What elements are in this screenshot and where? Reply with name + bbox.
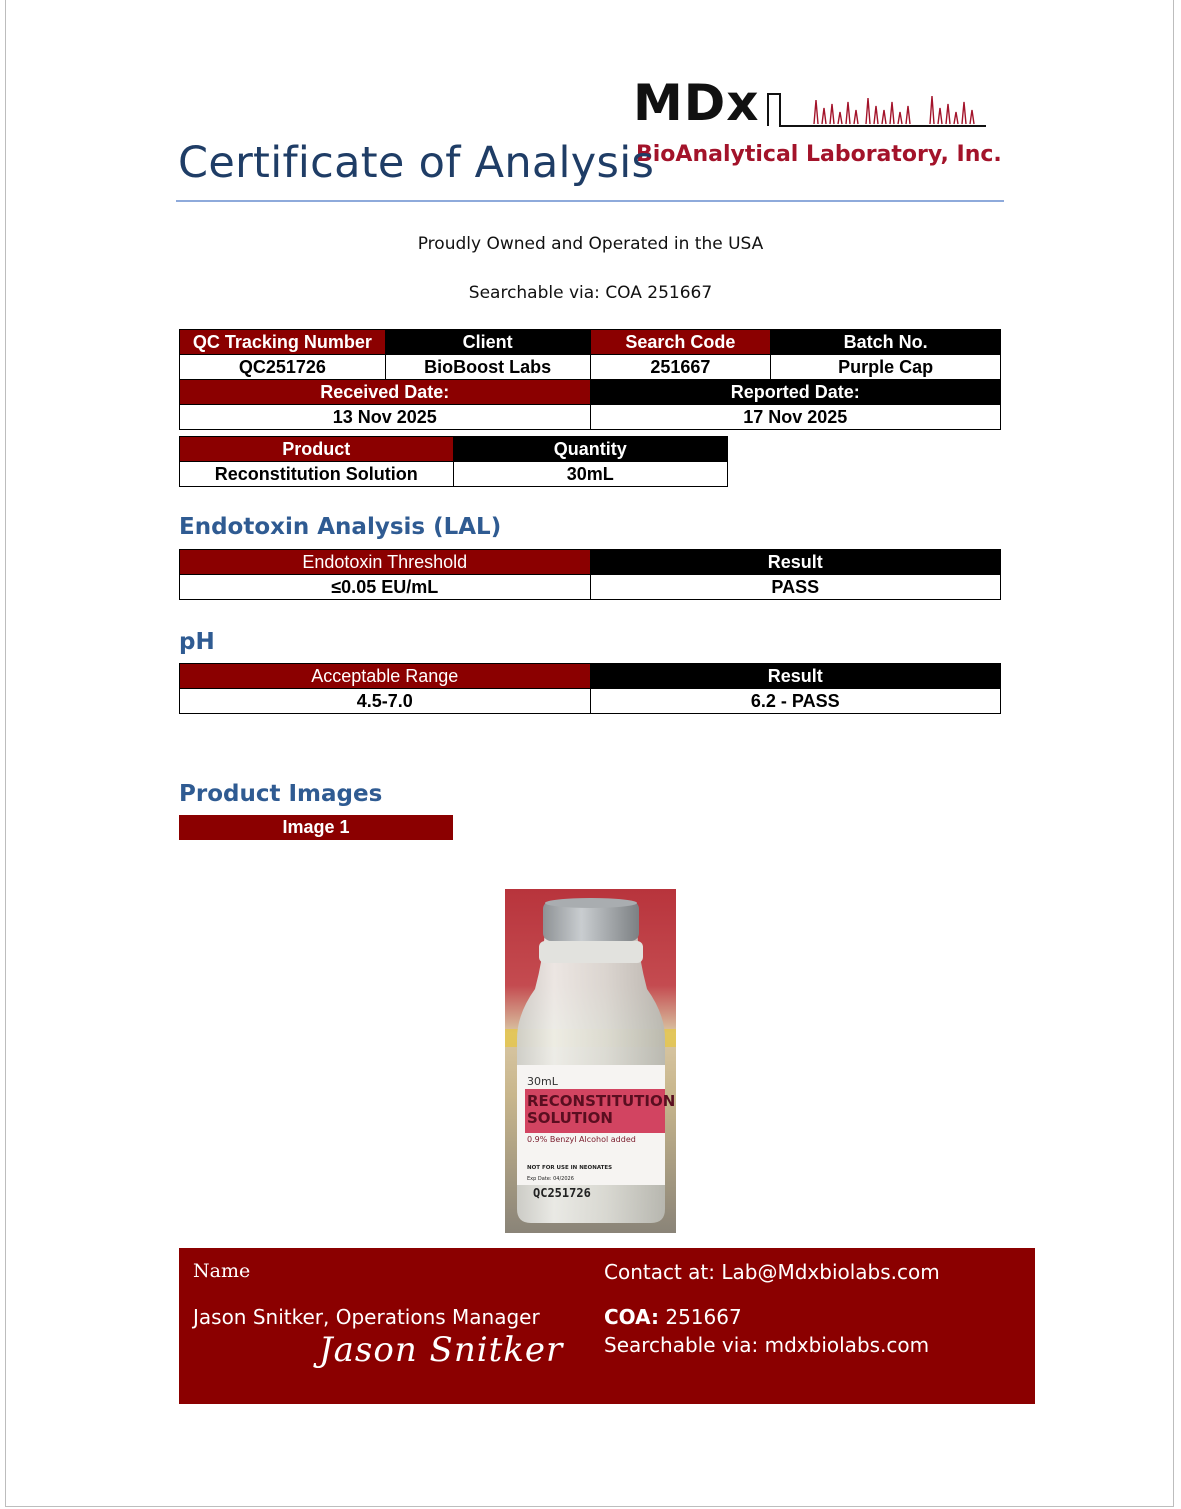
endotoxin-threshold-value: ≤0.05 EU/mL (180, 575, 591, 600)
searchable-website: Searchable via: mdxbiolabs.com (604, 1333, 930, 1357)
product-value: Reconstitution Solution (180, 462, 454, 487)
reported-date-header: Reported Date: (590, 380, 1000, 405)
coa-label: COA: (604, 1305, 659, 1329)
endotoxin-threshold-header: Endotoxin Threshold (180, 550, 591, 575)
endotoxin-heading: Endotoxin Analysis (LAL) (179, 514, 502, 540)
search-code-header: Search Code (590, 330, 771, 355)
product-images-heading: Product Images (179, 781, 383, 807)
client-value: BioBoost Labs (385, 355, 590, 380)
info-table-top (179, 329, 1001, 430)
vial-label-line2: SOLUTION (527, 1109, 613, 1127)
ph-result-value: 6.2 - PASS (590, 689, 1000, 714)
ph-table (179, 663, 1001, 714)
qc-tracking-value: QC251726 (180, 355, 386, 380)
client-header: Client (385, 330, 590, 355)
received-date-value: 13 Nov 2025 (180, 405, 591, 430)
image-1-tab: Image 1 (179, 815, 453, 840)
coa-value: 251667 (665, 1305, 742, 1329)
qc-tracking-header: QC Tracking Number (180, 330, 386, 355)
chromatogram-logo-icon (766, 88, 988, 130)
received-date-header: Received Date: (180, 380, 591, 405)
product-table (179, 436, 728, 487)
quantity-header: Quantity (453, 437, 727, 462)
name-label: Name (193, 1260, 251, 1282)
contact-email: Contact at: Lab@Mdxbiolabs.com (604, 1260, 940, 1284)
vial-exp-text: Exp Date: 04/2026 (527, 1176, 574, 1182)
vial-label-line1: RECONSTITUTION (527, 1092, 676, 1110)
endotoxin-result-header: Result (590, 550, 1000, 575)
batch-no-value: Purple Cap (771, 355, 1001, 380)
endotoxin-table (179, 549, 1001, 600)
vial-label-line3: 0.9% Benzyl Alcohol added (527, 1135, 636, 1144)
page-title: Certificate of Analysis (178, 138, 655, 188)
ph-range-header: Acceptable Range (180, 664, 591, 689)
ph-heading: pH (179, 629, 215, 655)
logo-company-name: BioAnalytical Laboratory, Inc. (636, 142, 1002, 167)
vial-photo (505, 889, 676, 1233)
reported-date-value: 17 Nov 2025 (590, 405, 1000, 430)
vial-code-text: QC251726 (533, 1186, 591, 1200)
coa-line (604, 1305, 742, 1329)
vial-warning-text: NOT FOR USE IN NEONATES (527, 1165, 613, 1171)
tagline: Proudly Owned and Operated in the USA (417, 234, 764, 254)
title-divider (176, 200, 1004, 202)
search-code-value: 251667 (590, 355, 771, 380)
ph-range-value: 4.5-7.0 (180, 689, 591, 714)
quantity-value: 30mL (453, 462, 727, 487)
searchable-line: Searchable via: COA 251667 (468, 283, 713, 303)
product-header: Product (180, 437, 454, 462)
signature-image: Jason Snitker (319, 1330, 564, 1370)
signature-footer (179, 1248, 1035, 1404)
batch-no-header: Batch No. (771, 330, 1001, 355)
vial-volume-text: 30mL (527, 1075, 558, 1088)
ph-result-header: Result (590, 664, 1000, 689)
signer-name: Jason Snitker, Operations Manager (193, 1305, 540, 1329)
endotoxin-result-value: PASS (590, 575, 1000, 600)
logo-mark: MDx (633, 74, 760, 132)
